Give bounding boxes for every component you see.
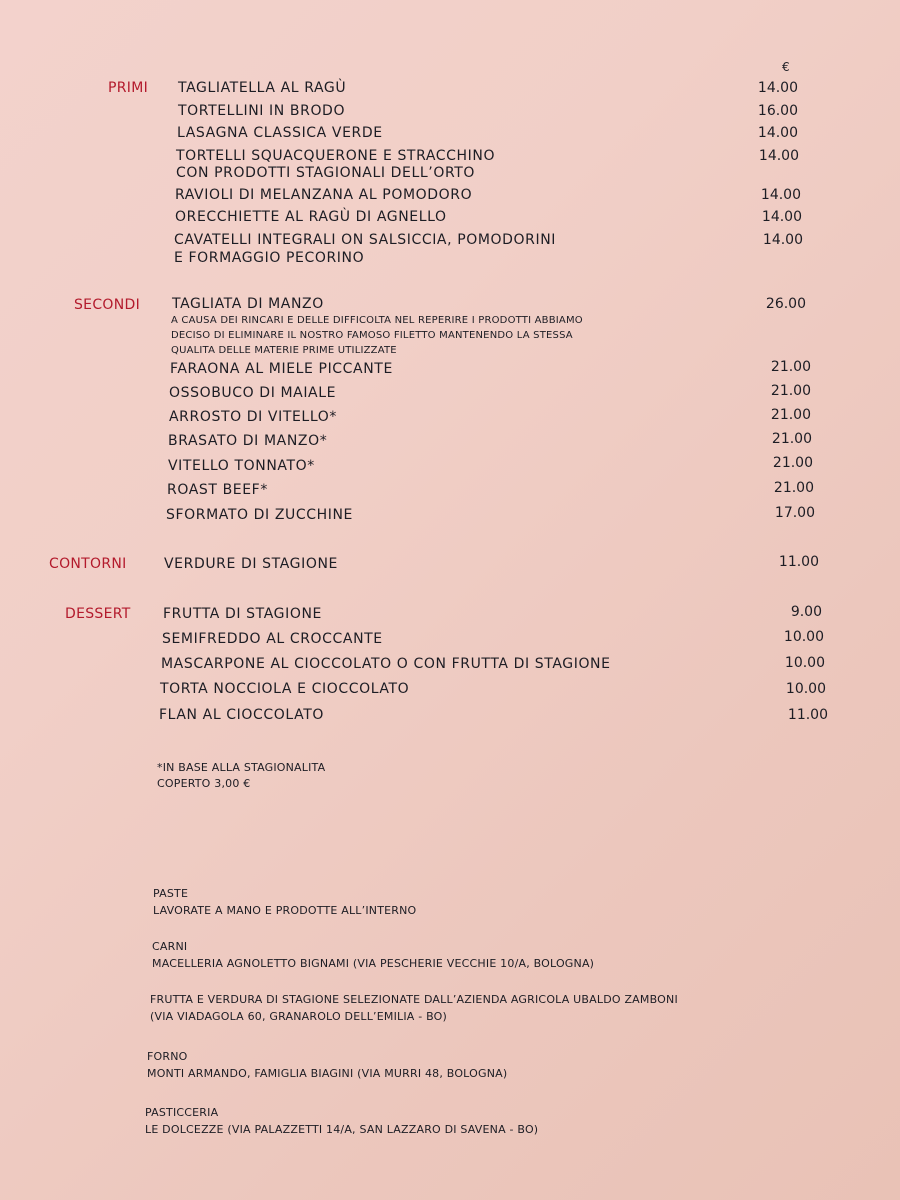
source-paste [153, 885, 416, 919]
menu-item-name: OSSOBUCO DI MAIALE [169, 385, 337, 401]
source-heading: CARNI [152, 940, 188, 953]
menu-item-price: 11.00 [778, 554, 819, 570]
note-line: QUALITA DELLE MATERIE PRIME UTILIZZATE [171, 345, 397, 356]
menu-item-name: FARAONA AL MIELE PICCANTE [170, 361, 393, 377]
source-heading: PASTICCERIA [145, 1106, 219, 1119]
note-line: A CAUSA DEI RINCARI E DELLE DIFFICOLTA NEL REPERIRE I PRODOTTI ABBIAMO [171, 315, 583, 326]
category-primi: PRIMI [108, 80, 149, 96]
menu-item-name: SFORMATO DI ZUCCHINE [166, 507, 353, 523]
menu-item-price: 9.00 [790, 604, 822, 620]
menu-item-price: 14.00 [757, 80, 798, 96]
menu-item-price: 14.00 [761, 209, 802, 225]
menu-item-price: 16.00 [757, 103, 798, 119]
menu-item-name: FRUTTA DI STAGIONE [163, 606, 322, 622]
footnotes [157, 760, 325, 792]
menu-item-name: ROAST BEEF* [167, 482, 268, 498]
source-heading: FRUTTA E VERDURA DI STAGIONE [150, 993, 340, 1006]
menu-item-price: 14.00 [762, 232, 803, 248]
seasonal-footnote: *IN BASE ALLA STAGIONALITA [157, 761, 326, 774]
menu-item-price: 11.00 [787, 707, 828, 723]
menu-item-name: FLAN AL CIOCCOLATO [159, 707, 324, 723]
menu-item-price: 14.00 [758, 148, 799, 164]
category-contorni: CONTORNI [49, 556, 127, 572]
source-forno [147, 1048, 507, 1082]
menu-item-name: LASAGNA CLASSICA VERDE [177, 125, 383, 141]
menu-item-name: VERDURE DI STAGIONE [164, 556, 338, 572]
menu-item-price: 21.00 [772, 455, 813, 471]
menu-item-name: ORECCHIETTE AL RAGÙ DI AGNELLO [175, 209, 447, 225]
menu-item-name-line2: CON PRODOTTI STAGIONALI DELL’ORTO [176, 165, 476, 181]
category-secondi: SECONDI [74, 297, 141, 313]
source-text: MONTI ARMANDO, FAMIGLIA BIAGINI (VIA MURRI 48, BOLOGNA) [147, 1067, 508, 1080]
menu-item-price: 14.00 [760, 187, 801, 203]
note-line: DECISO DI ELIMINARE IL NOSTRO FAMOSO FILETTO MANTENENDO LA STESSA [171, 330, 573, 341]
menu-item-price: 14.00 [757, 125, 798, 141]
menu-item-price: 21.00 [771, 431, 812, 447]
source-text-line2: (VIA VIADAGOLA 60, GRANAROLO DELL’EMILIA - BO) [150, 1010, 447, 1023]
menu-item-name: CAVATELLI INTEGRALI ON SALSICCIA, POMODORINI [174, 232, 557, 248]
menu-item-price: 10.00 [785, 681, 826, 697]
menu-item-price: 21.00 [770, 383, 811, 399]
source-frutta [150, 991, 678, 1025]
source-text: SELEZIONATE DALL’AZIENDA AGRICOLA UBALDO ZAMBONI [339, 993, 678, 1006]
category-dessert: DESSERT [65, 606, 131, 622]
source-heading: FORNO [147, 1050, 188, 1063]
menu-item-name: ARROSTO DI VITELLO* [169, 409, 337, 425]
coperto-footnote: COPERTO 3,00 € [157, 777, 251, 790]
menu-item-price: 21.00 [770, 407, 811, 423]
menu-item-name: RAVIOLI DI MELANZANA AL POMODORO [175, 187, 473, 203]
menu-item-price: 10.00 [783, 629, 824, 645]
menu-item-note [171, 313, 583, 358]
source-heading: PASTE [153, 887, 189, 900]
menu-item-name: BRASATO DI MANZO* [168, 433, 328, 449]
menu-item-price: 17.00 [774, 505, 815, 521]
menu-item-name: MASCARPONE AL CIOCCOLATO O CON FRUTTA DI STAGIONE [161, 656, 611, 672]
menu-item-name: VITELLO TONNATO* [168, 458, 315, 474]
menu-item-name: TAGLIATELLA AL RAGÙ [178, 80, 347, 96]
menu-item-name: SEMIFREDDO AL CROCCANTE [162, 631, 383, 647]
menu-item-price: 21.00 [770, 359, 811, 375]
menu-item-name: TORTA NOCCIOLA E CIOCCOLATO [160, 681, 410, 697]
source-text: MACELLERIA AGNOLETTO BIGNAMI (VIA PESCHERIE VECCHIE 10/A, BOLOGNA) [152, 957, 595, 970]
source-text: LE DOLCEZZE (VIA PALAZZETTI 14/A, SAN LAZZARO DI SAVENA - BO) [145, 1123, 539, 1136]
source-text: LAVORATE A MANO E PRODOTTE ALL’INTERNO [153, 904, 417, 917]
menu-item-name: TAGLIATA DI MANZO [172, 296, 324, 312]
menu-item-name: TORTELLI SQUACQUERONE E STRACCHINO [176, 148, 496, 164]
menu-item-price: 10.00 [784, 655, 825, 671]
source-pasticceria [145, 1104, 538, 1138]
menu-item-name: TORTELLINI IN BRODO [178, 103, 346, 119]
menu-item-price: 26.00 [765, 296, 806, 312]
source-carni [152, 938, 594, 972]
menu-item-name-line2: E FORMAGGIO PECORINO [174, 250, 365, 266]
menu-item-price: 21.00 [773, 480, 814, 496]
currency-symbol: € [782, 60, 791, 74]
